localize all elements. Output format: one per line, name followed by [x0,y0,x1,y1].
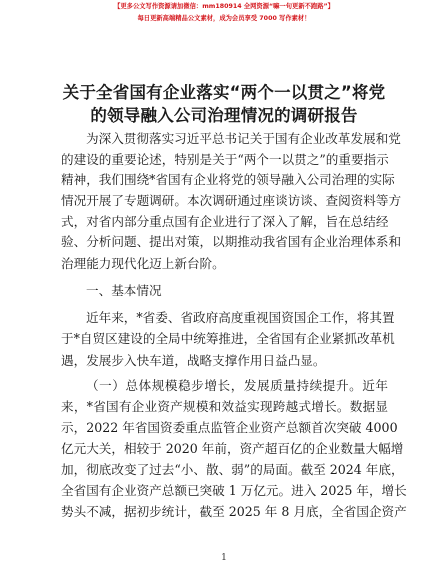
body-line: 近年来，*省委、省政府高度重视国资国企工作，将其置 [86,310,395,325]
subsection-line: （一）总体规模稳步增长，发展质量持续提升。近年 [86,378,388,393]
page-number: 1 [221,553,227,563]
body-line: 势头不减，据初步统计，截至 2025 年 8 月底，全省国企资产 [61,504,407,519]
document-title-line-1: 关于全省国有企业落实“两个一以贯之”将党 [62,83,386,102]
body-line: 亿元大关，相较于 2020 年前，资产超百亿的企业数量大幅增 [61,441,404,456]
body-line: 式，对省内部分重点国有企业进行了深入了解，旨在总结经 [61,214,389,229]
body-line: 于*自贸区建设的全局中统筹推进，全省国有企业紧抓改革机 [61,331,395,346]
promo-banner-line-1: 【更多公文写作资源请加微信：mm180914 全网资源“嘛一句更新不跑路”】 [114,3,334,10]
body-line: 精神，我们围绕*省国有企业将党的领导融入公司治理的实际 [61,172,395,187]
promo-banner-line-2: 每日更新高端精品公文素材，成为会员享受 7000 写作素材！ [137,15,311,22]
document-title-line-2: 的领导融入公司治理情况的调研报告 [90,106,358,125]
body-line: 情况开展了专题调研。本次调研通过座谈访谈、查阅资料等方 [61,193,402,208]
body-line: 加，彻底改变了过去“小、散、弱”的局面。截至 2024 年底， [61,462,404,477]
body-line: 的建设的重要论述，特别是关于“两个一以贯之”的重要指示 [61,152,389,167]
body-line: 为深入贯彻落实习近平总书记关于国有企业改革发展和党 [86,131,401,146]
body-line: 来，*省国有企业资产规模和效益实现跨越式增长。数据显 [61,399,388,414]
body-line: 示，2022 年省国资委重点监管企业资产总额首次突破 4000 [61,420,398,435]
section-heading: 一、基本情况 [86,283,162,298]
body-line: 治理能力现代化迈上新台阶。 [61,256,225,271]
body-line: 全省国有企业资产总额已突破 1 万亿元。进入 2025 年，增长 [61,483,407,498]
body-line: 验、分析问题、提出对策，以期推动我省国有企业治理体系和 [61,234,402,249]
body-line: 遇，发展步入快车道，战略支撑作用日益凸显。 [61,353,326,368]
